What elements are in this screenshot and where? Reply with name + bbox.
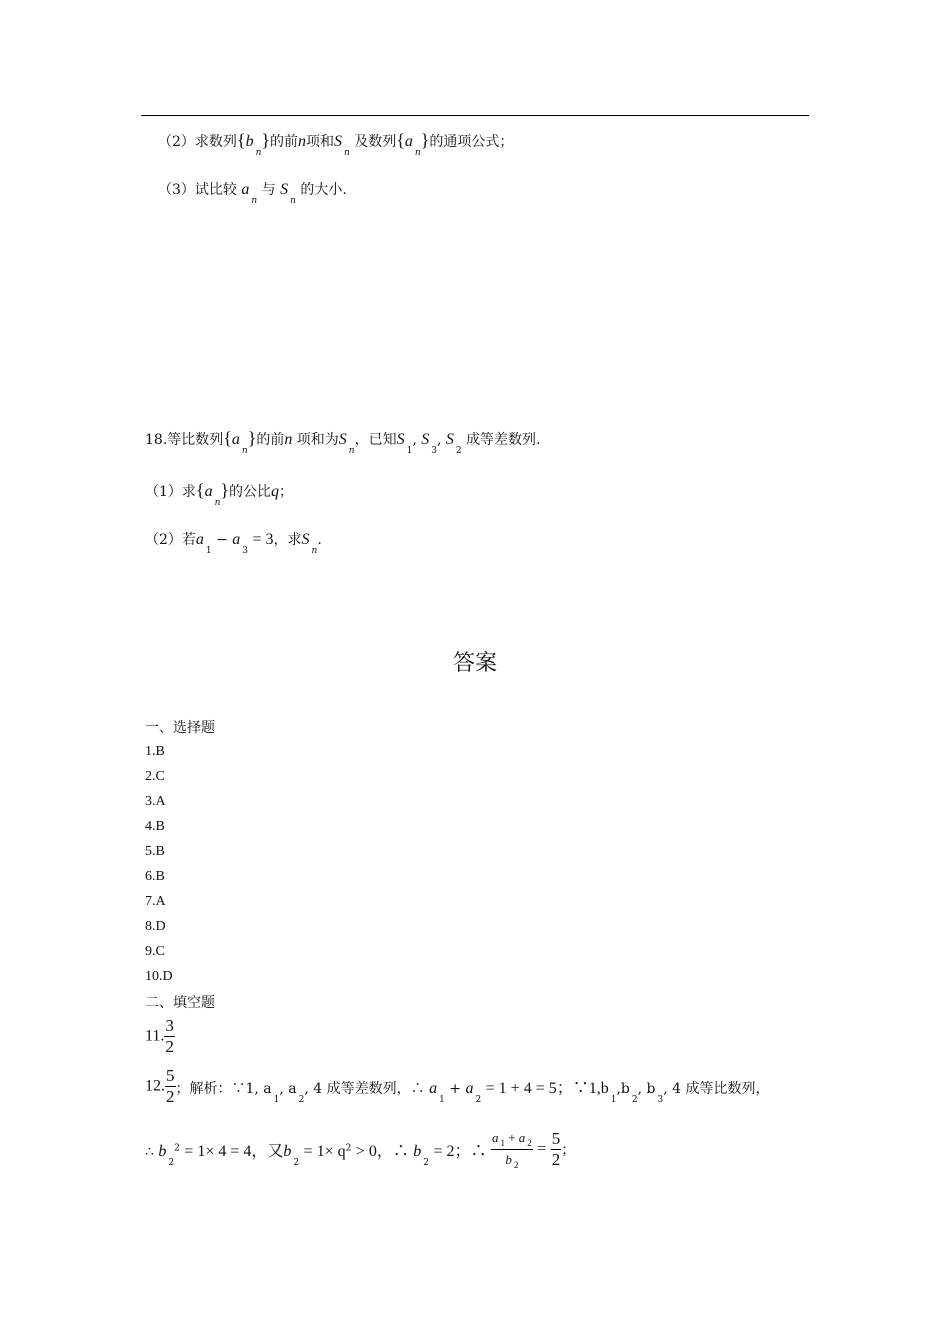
q17-part2: （2）求数列$\{b_n\}$的前n项和$S_n$ 及数列$\{a_n\}$的通项公式； xyxy=(158,130,514,158)
top-rule xyxy=(141,115,809,116)
choice-answer: 1.B xyxy=(145,744,165,759)
choice-answer: 9.C xyxy=(145,944,165,959)
section-fill-heading: 二、填空题 xyxy=(145,995,215,1011)
answers-title: 答案 xyxy=(452,651,497,676)
answer-11: 11. $\frac{3}{2}$ xyxy=(145,1016,174,1056)
fraction: $\frac{5}{2}$ xyxy=(551,1129,561,1169)
answer-12-line2: ∴ $b_2^2 = 1\times 4 = 4$，又$b_2 = 1\times q^2 > 0$，∴ $b_2 = 2$；∴ $\frac{a _1 + a _2}{b _2}$ = $\frac{5}{2}$ ； xyxy=(145,1129,576,1170)
choice-answer: 8.D xyxy=(145,919,166,934)
fraction: $\frac{a _1 + a _2}{b _2}$ xyxy=(491,1130,532,1170)
q18-part2: （2）若$a_1 - a_3 = 3$，求$S_n$. xyxy=(145,531,322,556)
q18-stem: 18.等比数列$\{a_n\}$的前n 项和为$S_n$，已知$S_1$, $S_3$, $S_2$ 成等差数列. xyxy=(145,428,541,456)
fraction: $\frac{3}{2}$ xyxy=(165,1016,174,1056)
choice-answer: 10.D xyxy=(145,969,173,984)
choice-answer: 3.A xyxy=(145,794,166,809)
answer-12-line1: 12. $\frac{5}{2}$ ；解析：∵1, $a_1$, $a_2$, 4 成等差数列，∴ $a_1 + a_2 = 1 + 4 = 5$；$\because 1,b_1,b_2$, $b_3$, 4 成等比数列， xyxy=(145,1066,770,1106)
choice-answer: 2.C xyxy=(145,769,165,784)
q18-part1: （1）求$\{a_n\}$的公比q； xyxy=(145,480,293,508)
choice-answer: 4.B xyxy=(145,819,165,834)
choice-answer: 6.B xyxy=(145,869,165,884)
section-choice-heading: 一、选择题 xyxy=(145,720,215,736)
choice-answer: 7.A xyxy=(145,894,166,909)
fraction: $\frac{5}{2}$ xyxy=(166,1066,175,1106)
q17-part3: （3）试比较 $a_n$ 与 $S_n$ 的大小. xyxy=(158,181,347,206)
choice-answer: 5.B xyxy=(145,844,165,859)
